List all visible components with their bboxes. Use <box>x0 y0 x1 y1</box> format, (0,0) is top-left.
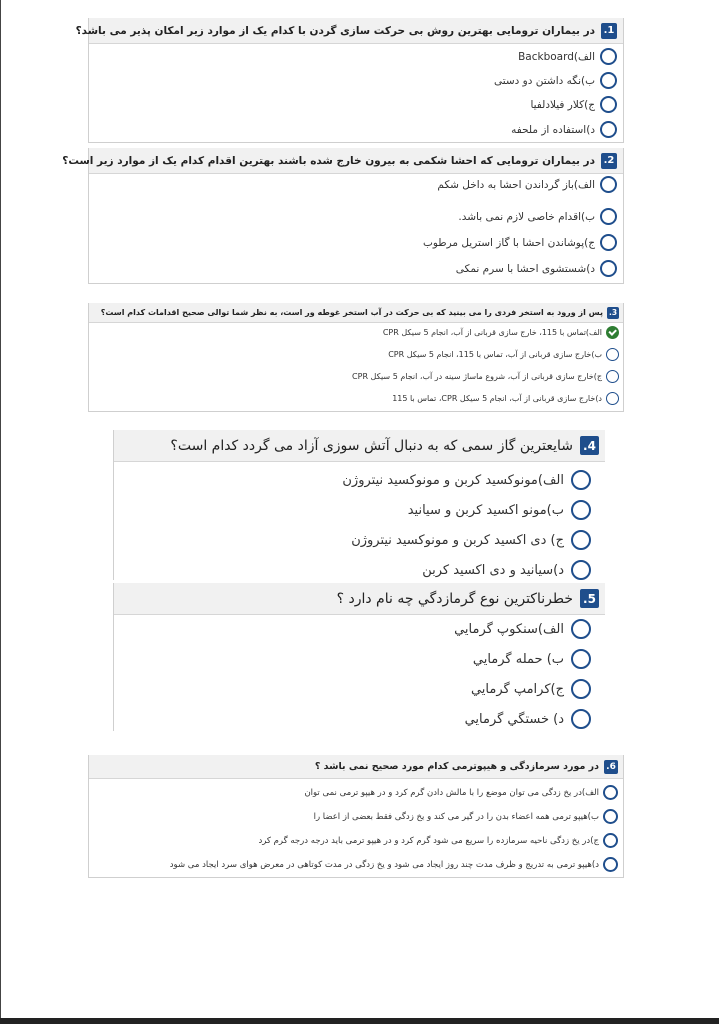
radio-button[interactable] <box>603 833 618 848</box>
radio-button[interactable] <box>571 530 591 550</box>
radio-button[interactable] <box>571 709 591 729</box>
option-label: ب)خارج سازی قربانی از آب، تماس با 115، انجام 5 سیکل CPR <box>388 350 602 359</box>
radio-button[interactable] <box>606 370 619 383</box>
option-d[interactable] <box>422 560 591 580</box>
question-4 <box>113 430 605 580</box>
question-number: 4. <box>580 436 599 455</box>
radio-button[interactable] <box>571 649 591 669</box>
question-number: 2. <box>601 153 617 169</box>
question-2-options <box>89 174 623 284</box>
option-c[interactable] <box>423 234 617 251</box>
option-b[interactable] <box>458 208 617 225</box>
option-label: د)هیپو ترمی به تدریج و ظرف مدت چند روز ایجاد می شود و یخ زدگی در مدت کوتاهی در معرض هوای سرد ایجاد می شود <box>169 859 599 870</box>
radio-button[interactable] <box>600 176 617 193</box>
radio-button[interactable] <box>603 809 618 824</box>
option-label: الف)مونوکسید کربن و مونوکسید نیتروژن <box>342 472 564 488</box>
option-label: د)شستشوی احشا با سرم نمکی <box>455 262 595 275</box>
option-b[interactable] <box>314 809 618 824</box>
page-left-edge <box>0 0 1 1024</box>
option-label: ج)پوشاندن احشا با گاز استریل مرطوب <box>422 236 595 249</box>
question-text: شایعترین گاز سمی که به دنبال آتش سوزی آزاد می گردد کدام است؟ <box>170 437 573 454</box>
question-3-options <box>89 323 623 412</box>
question-4-options <box>114 462 605 580</box>
radio-button[interactable] <box>571 470 591 490</box>
option-a[interactable] <box>342 470 591 490</box>
option-d[interactable] <box>170 857 618 872</box>
option-label: ب)هیپو ترمی همه اعضاء بدن را در گیر می کند و یخ زدگی فقط بعضی از اعضا را <box>313 811 599 822</box>
option-a[interactable] <box>437 176 617 193</box>
radio-button[interactable] <box>571 560 591 580</box>
radio-button[interactable] <box>606 392 619 405</box>
question-2-header <box>62 148 623 174</box>
page-bottom-edge <box>0 1018 719 1024</box>
option-c[interactable] <box>352 370 619 383</box>
radio-button[interactable] <box>600 260 617 277</box>
question-2 <box>62 148 624 284</box>
radio-button[interactable] <box>571 679 591 699</box>
radio-button[interactable] <box>600 121 617 138</box>
option-label: الف)در یخ زدگی می توان موضع را با مالش دادن گرم کرد و در هیپو ترمی نمی توان <box>304 787 599 798</box>
radio-button[interactable] <box>603 785 618 800</box>
question-5-header <box>114 583 605 615</box>
option-d[interactable] <box>456 260 617 277</box>
question-number: 3. <box>608 308 618 317</box>
option-label: د)خارج سازی قربانی از آب، انجام 5 سیکل CPR، تماس با 115 <box>392 394 602 403</box>
radio-button[interactable] <box>600 208 617 225</box>
question-text: پس از ورود به استخر فردی را می بینید که بی حرکت در آب استخر غوطه ور است، به نظر شما توالی صحیح اقدامات کدام است؟ <box>100 308 603 317</box>
option-label: الف)Backboard <box>518 50 595 63</box>
question-text: در مورد سرمازدگی و هیپوترمی کدام مورد صحیح نمی باشد ؟ <box>314 761 599 772</box>
option-label: د) خستگي گرمایي <box>464 711 564 727</box>
question-6-options <box>89 779 623 878</box>
option-b[interactable] <box>494 72 617 89</box>
option-label: د)سیانید و دی اکسید کربن <box>422 562 564 578</box>
option-a[interactable] <box>454 619 591 639</box>
option-d[interactable] <box>392 392 619 405</box>
radio-button[interactable] <box>600 48 617 65</box>
question-3 <box>88 303 624 412</box>
question-text: خطرناکترین نوع گرمازدگي چه نام دارد ؟ <box>336 590 573 607</box>
option-a[interactable] <box>304 785 618 800</box>
option-label: ج)کلار فیلادلفیا <box>530 98 595 111</box>
radio-button[interactable] <box>600 72 617 89</box>
option-label: ج)کرامپ گرمایي <box>470 681 564 697</box>
option-label: ب)مونو اکسید کربن و سیانید <box>407 502 564 518</box>
option-label: ب) حمله گرمایي <box>472 651 564 667</box>
radio-button[interactable] <box>571 619 591 639</box>
option-label: د)استفاده از ملحفه <box>511 123 595 136</box>
question-1 <box>75 18 624 143</box>
option-c[interactable] <box>471 679 591 699</box>
question-number: 6. <box>604 760 618 774</box>
radio-button[interactable] <box>606 348 619 361</box>
option-label: الف)تماس با 115، خارج سازی قربانی از آب، انجام 5 سیکل CPR <box>382 328 602 337</box>
option-label: ب)نگه داشتن دو دستی <box>493 74 595 87</box>
radio-button[interactable] <box>603 857 618 872</box>
radio-button-checked[interactable] <box>606 326 619 339</box>
question-1-options <box>89 44 623 143</box>
option-b[interactable] <box>408 500 591 520</box>
option-d[interactable] <box>465 709 591 729</box>
option-d[interactable] <box>511 121 617 138</box>
option-label: ج) دی اکسید کربن و مونوکسید نیتروژن <box>351 532 564 548</box>
question-text: در بیماران ترومایی بهترین روش بی حرکت سازی گردن با کدام یک از موارد زیر امکان پذیر می باشد؟ <box>75 24 595 37</box>
option-label: الف)باز گرداندن احشا به داخل شکم <box>437 178 595 191</box>
question-text: در بیماران ترومایی که احشا شکمی به بیرون خارج شده باشند بهترین اقدام کدام یک از موارد زیر است؟ <box>62 154 595 167</box>
question-6 <box>88 755 624 878</box>
question-5 <box>113 583 605 731</box>
question-4-header <box>114 430 605 462</box>
question-1-header <box>75 18 623 44</box>
option-label: الف)سنکوپ گرمایي <box>454 621 564 637</box>
question-3-header <box>89 303 623 323</box>
option-a[interactable] <box>383 326 619 339</box>
radio-button[interactable] <box>600 234 617 251</box>
question-number: 5. <box>580 589 599 608</box>
option-b[interactable] <box>388 348 619 361</box>
radio-button[interactable] <box>600 96 617 113</box>
question-number: 1. <box>601 23 617 39</box>
option-label: ج)خارج سازی قربانی از آب، شروع ماساژ سینه در آب، انجام 5 سیکل CPR <box>352 372 602 381</box>
radio-button[interactable] <box>571 500 591 520</box>
option-c[interactable] <box>351 530 591 550</box>
option-c[interactable] <box>258 833 618 848</box>
option-a[interactable] <box>518 48 617 65</box>
question-6-header <box>89 755 623 779</box>
option-label: ج)در یخ زدگی ناحیه سرمازده را سریع می شود گرم کرد و در هیپو ترمی باید درجه درجه گرم کرد <box>258 835 599 846</box>
option-label: ب)اقدام خاصی لازم نمی باشد. <box>458 210 595 223</box>
question-5-options <box>114 615 605 731</box>
option-c[interactable] <box>530 96 617 113</box>
option-b[interactable] <box>473 649 591 669</box>
